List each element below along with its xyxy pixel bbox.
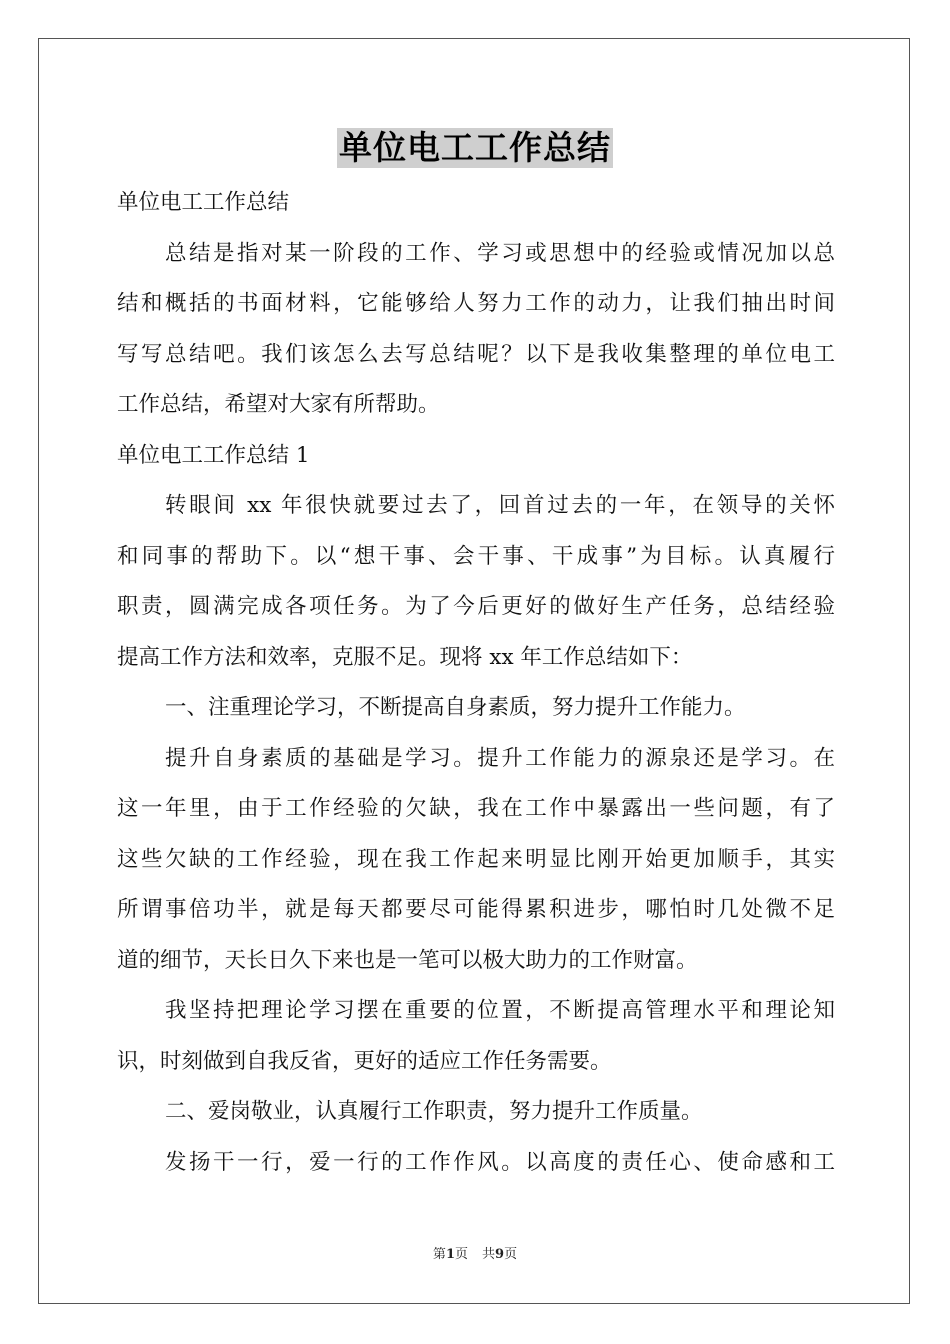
text-line: 工作总结，希望对大家有所帮助。 [117, 392, 440, 417]
text-line: 提高工作方法和效率，克服不足。现将 xx 年工作总结如下： [117, 644, 693, 670]
text-line: 单位电工工作总结 1 [117, 442, 310, 468]
text-line: 总结是指对某一阶段的工作、学习或思想中的经验或情况加以总 [165, 240, 835, 266]
text-line: 我坚持把理论学习摆在重要的位置，不断提高管理水平和理论知 [165, 998, 835, 1023]
document-title: 单位电工工作总结 [339, 128, 611, 167]
total-suffix: 页 [504, 1247, 518, 1262]
page-suffix: 页 [454, 1247, 468, 1262]
text-line: 单位电工工作总结 [117, 190, 290, 215]
text-line: 一、注重理论学习，不断提高自身素质，努力提升工作能力。 [165, 695, 746, 720]
text-line: 发扬干一行，爱一行的工作作风。以高度的责任心、使命感和工 [165, 1149, 835, 1175]
text-line: 二、爱岗敬业，认真履行工作职责，努力提升工作质量。 [165, 1099, 703, 1124]
text-line: 识，时刻做到自我反省，更好的适应工作任务需要。 [117, 1048, 612, 1074]
page-prefix: 第 [432, 1247, 446, 1262]
page-footer [0, 1246, 950, 1264]
text-line: 这些欠缺的工作经验，现在我工作起来明显比刚开始更加顺手，其实 [117, 846, 835, 872]
text-line: 转眼间 xx 年很快就要过去了，回首过去的一年，在领导的关怀 [165, 493, 835, 518]
text-line: 职责，圆满完成各项任务。为了今后更好的做好生产任务，总结经验 [117, 594, 835, 619]
text-line: 道的细节，天长日久下来也是一笔可以极大助力的工作财富。 [117, 947, 698, 973]
text-line: 所谓事倍功半，就是每天都要尽可能得累积进步，哪怕时几处微不足 [117, 897, 835, 922]
title-container [0, 128, 950, 168]
total-prefix: 共 [482, 1247, 496, 1262]
total-pages: 9 [495, 1247, 505, 1262]
text-line: 结和概括的书面材料，它能够给人努力工作的动力，让我们抽出时间 [117, 291, 835, 316]
text-line: 写写总结吧。我们该怎么去写总结呢？以下是我收集整理的单位电工 [117, 341, 835, 367]
text-line: 这一年里，由于工作经验的欠缺，我在工作中暴露出一些问题，有了 [117, 796, 835, 821]
text-line: 和同事的帮助下。以“想干事、会干事、干成事”为目标。认真履行 [117, 543, 835, 569]
text-line: 提升自身素质的基础是学习。提升工作能力的源泉还是学习。在 [165, 745, 835, 771]
document-body [117, 178, 835, 1188]
page-number: 1 [445, 1247, 455, 1262]
